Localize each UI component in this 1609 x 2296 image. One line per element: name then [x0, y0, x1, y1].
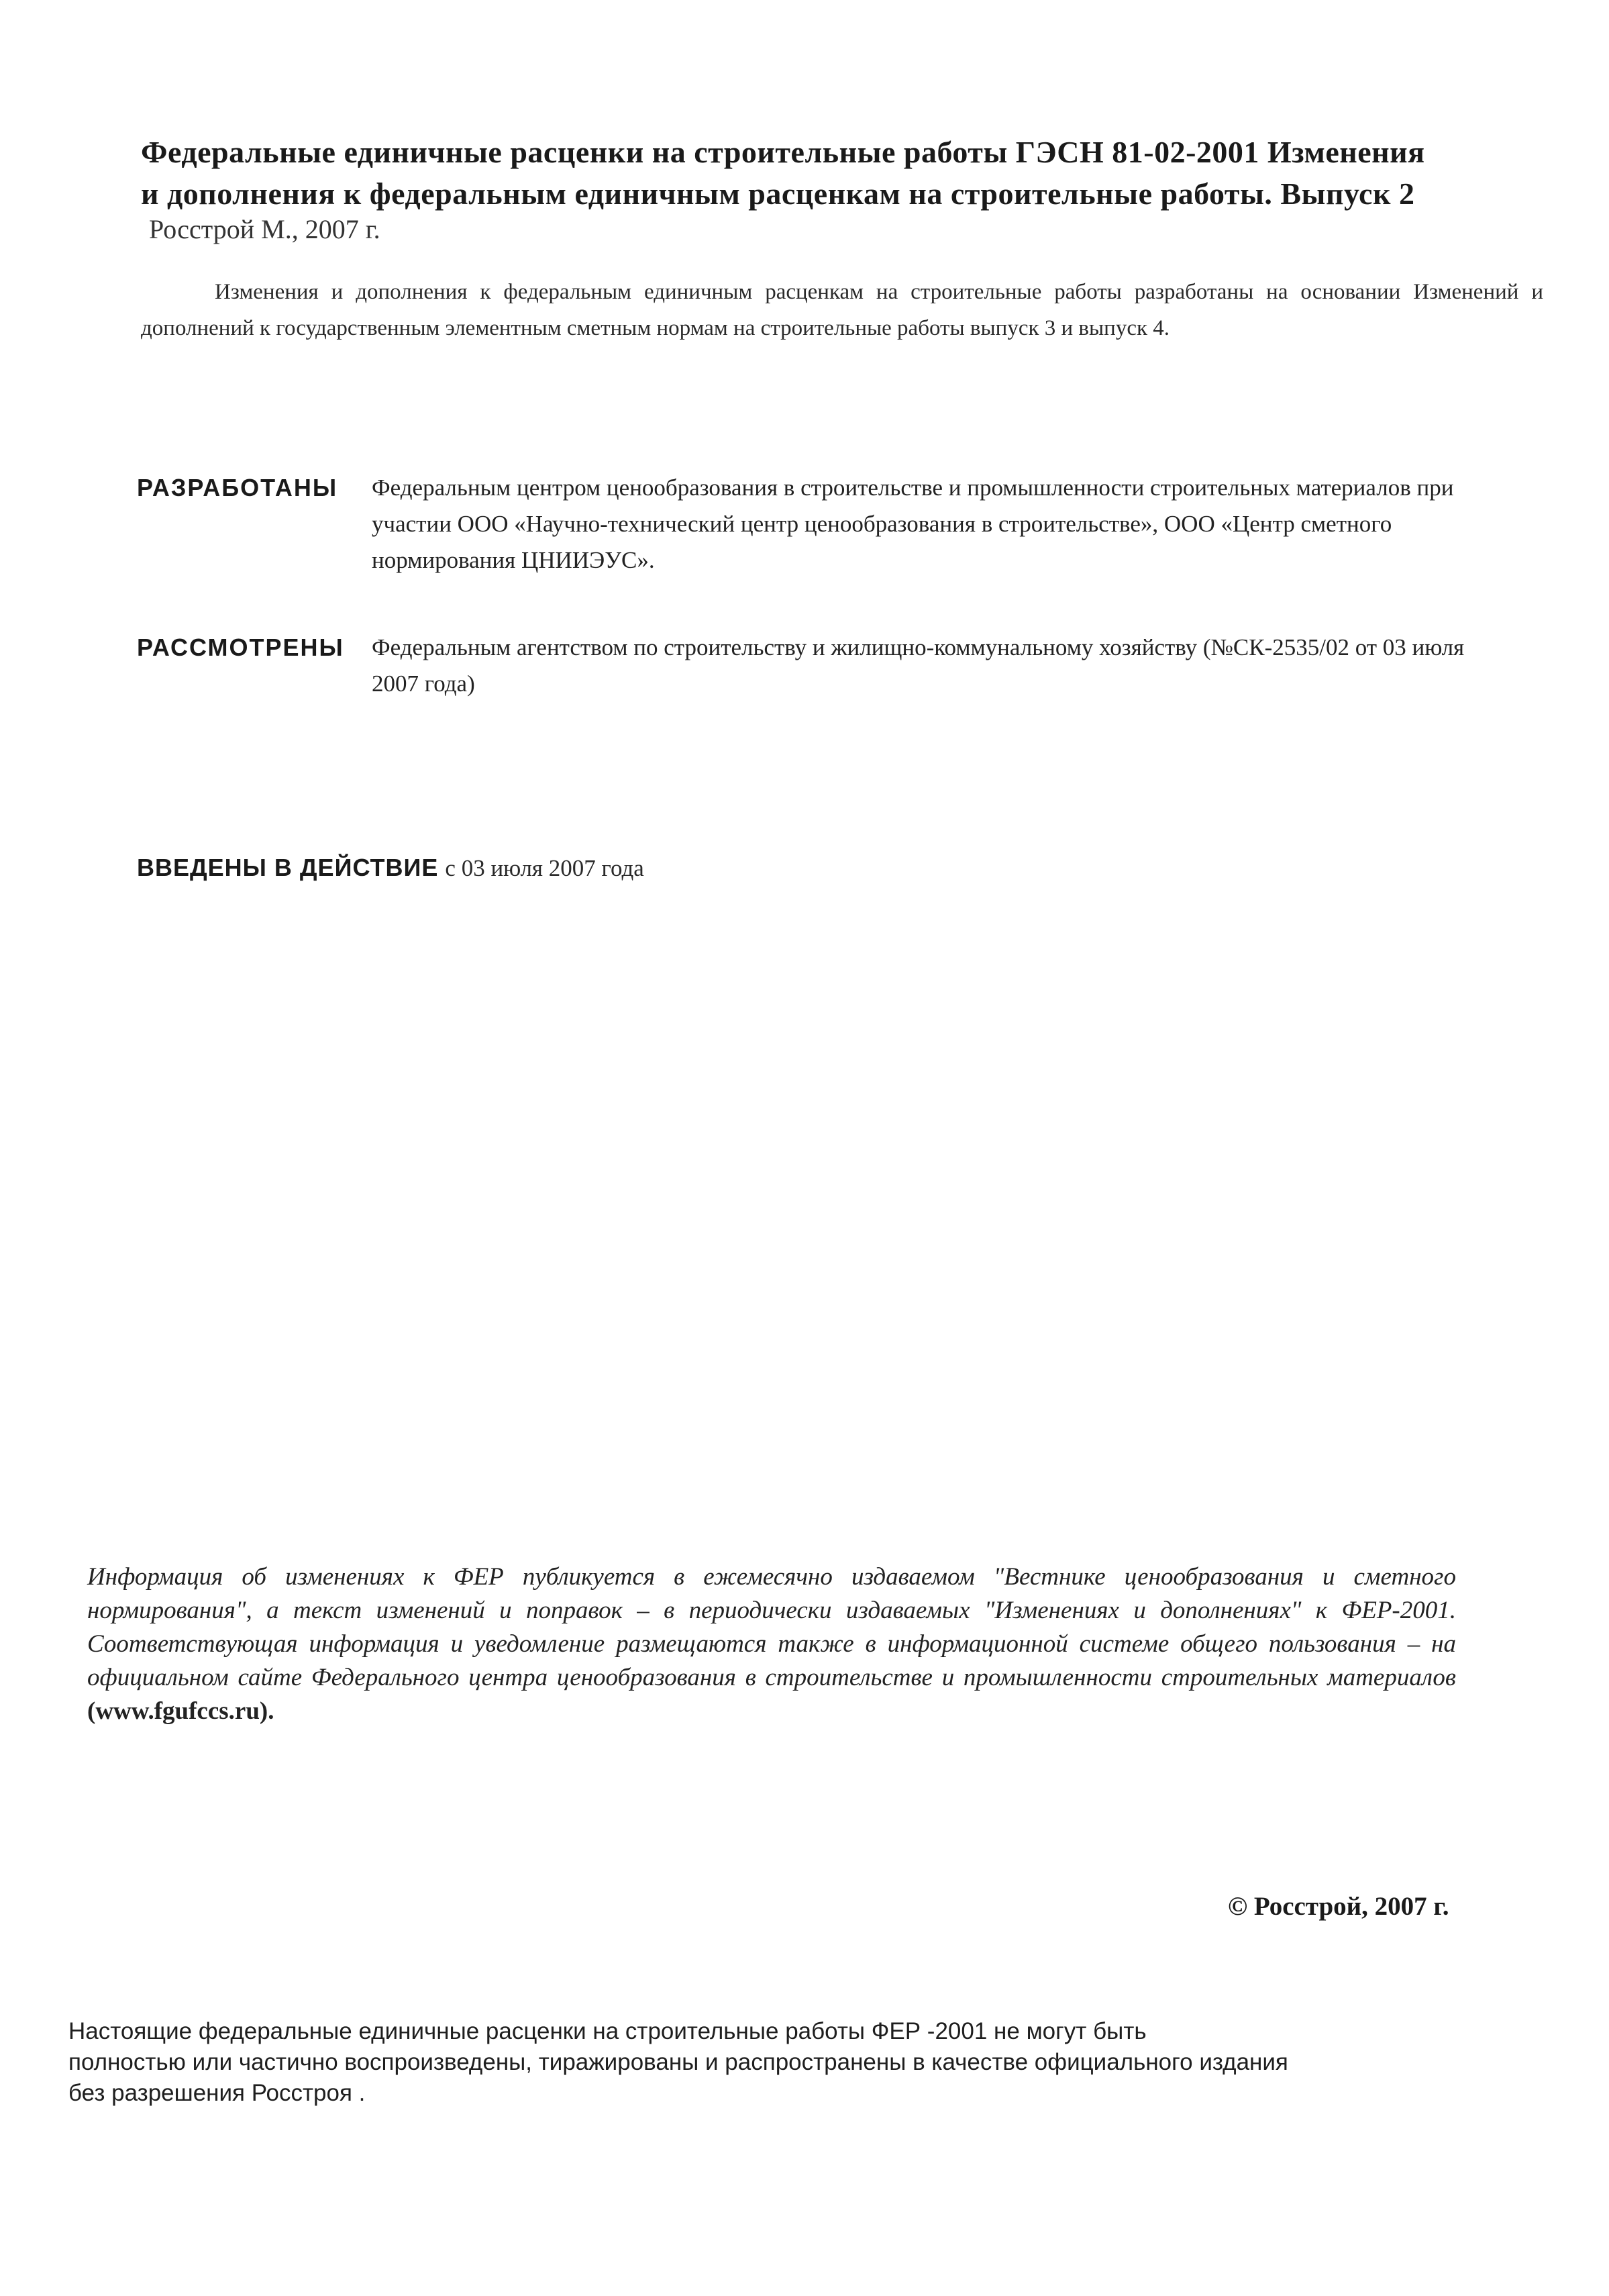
notice-line-3: без разрешения Росстроя . [68, 2080, 366, 2106]
title-line-1: Федеральные единичные расценки на строительные работы ГЭСН 81-02-2001 Изменения [141, 135, 1425, 169]
developed-label: РАЗРАБОТАНЫ [137, 474, 338, 501]
publisher-line: Росстрой М., 2007 г. [149, 214, 380, 244]
reviewed-section [137, 630, 1512, 702]
reviewed-label: РАССМОТРЕНЫ [137, 634, 344, 661]
website-link: (www.fgufccs.ru). [87, 1697, 274, 1725]
notice-line-2: полностью или частично воспроизведены, тиражированы и распространены в качестве официального издания [68, 2049, 1288, 2075]
reviewed-text: Федеральным агентством по строительству и жилищно-коммунальному хозяйству (№СК-2535/02 от 03 июля 2007 года) [372, 634, 1465, 697]
enacted-label: ВВЕДЕНЫ В ДЕЙСТВИЕ [137, 854, 439, 881]
reproduction-notice [68, 2016, 1511, 2109]
intro-paragraph: Изменения и дополнения к федеральным единичным расценкам на строительные работы разработаны на основании Изменений и дополнений к государственным элементным сметным нормам на строительные работы выпуск 3 и выпуск 4. [141, 280, 1543, 340]
info-paragraph [87, 1560, 1456, 1728]
enacted-text: с 03 июля 2007 года [445, 855, 644, 881]
document-title [141, 132, 1523, 215]
enacted-section [137, 854, 644, 882]
developed-text: Федеральным центром ценообразования в строительстве и промышленности строительных материалов при участии ООО «Научно-технический центр ценообразования в строительстве», ООО «Центр сметного нормирования ЦНИИЭУС». [372, 475, 1454, 573]
notice-line-1: Настоящие федеральные единичные расценки на строительные работы ФЕР -2001 не могут быть [68, 2018, 1147, 2044]
info-text: Информация об изменениях к ФЕР публикуется в ежемесячно издаваемом "Вестнике ценообразования и сметного нормирования", а текст изменений и поправок – в периодически издаваемых "Изменениях и дополнениях" к ФЕР-2001. Соответствующая информация и уведомление размещаются также в информационной системе общего пользования – на официальном сайте Федерального центра ценообразования в строительстве и промышленности строительных материалов [87, 1563, 1456, 1691]
developed-section [137, 470, 1512, 579]
copyright: © Росстрой, 2007 г. [1228, 1892, 1449, 1921]
title-line-2: и дополнения к федеральным единичным расценкам на строительные работы. Выпуск 2 [141, 177, 1415, 211]
